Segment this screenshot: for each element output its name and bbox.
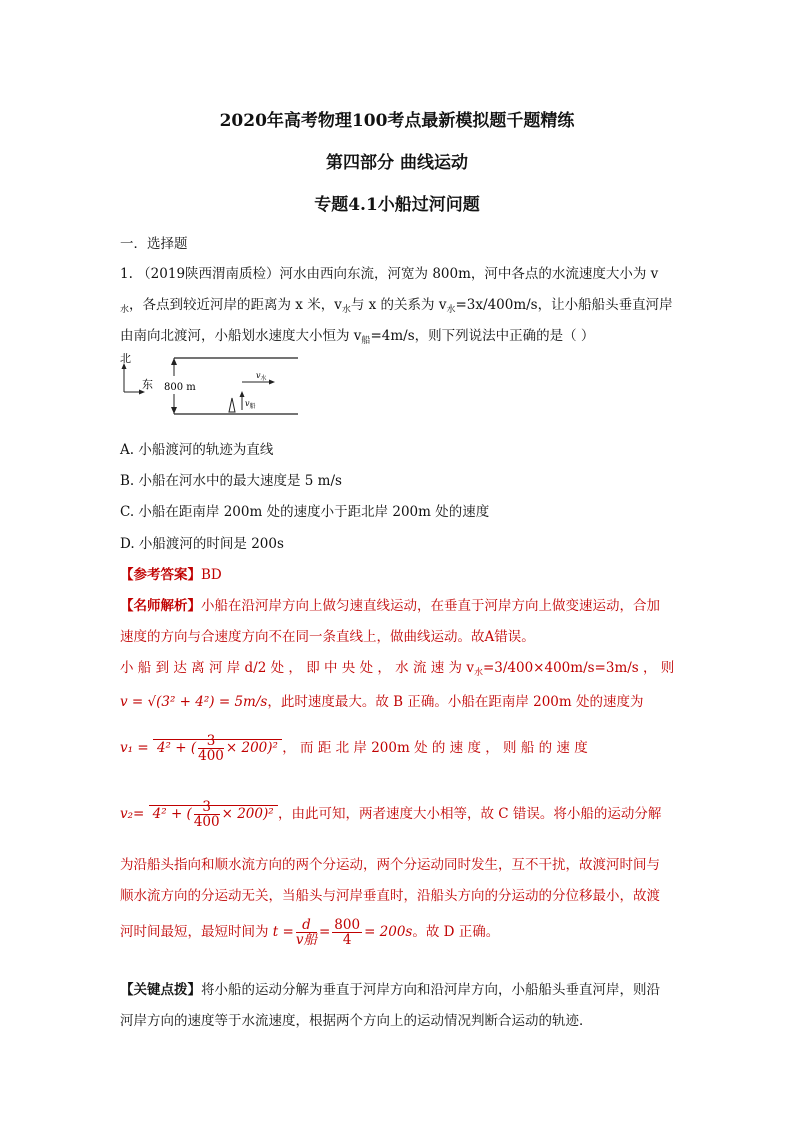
analysis-line-6: v₂= 4² + ( $\frac{3}{400}$ × 200)² ，由此可知，两者速度大小相等，故 C 错误。将小船的运动分解 xyxy=(120,799,662,831)
analysis-line-9: 河时间最短，最短时间为 t = $\frac{d}{\text{v船}}$ = $\frac{800}{4}$ = 200s。故 D 正确。 xyxy=(120,917,500,949)
keypoint-line-1: 【关键点拨】将小船的运动分解为垂直于河岸方向和沿河岸方向，小船船头垂直河岸，则沿 xyxy=(120,982,660,998)
analysis-line-8: 顺水流方向的分运动无关，当船头与河岸垂直时，沿船头方向的分运动的分位移最小，故渡 xyxy=(120,888,660,904)
option-a: A. 小船渡河的轨迹为直线 xyxy=(120,442,274,458)
analysis-line-2: 速度的方向与合速度方向不在同一条直线上，做曲线运动。故A错误。 xyxy=(120,629,535,645)
analysis-line-1: 【名师解析】小船在沿河岸方向上做匀速直线运动，在垂直于河岸方向上做变速运动，合加 xyxy=(120,598,660,614)
analysis-line-3: 小 船 到 达 离 河 岸 d/2 处 ， 即 中 央 处 ， 水 流 速 为 $v_水=3/400\times 400m/s=3m/s$ ， 则 xyxy=(120,660,675,678)
document-title: 2020年高考物理100考点最新模拟题千题精练 xyxy=(219,111,575,131)
section-heading: 一．选择题 xyxy=(120,236,188,252)
keypoint-line-2: 河岸方向的速度等于水流速度，根据两个方向上的运动情况判断合运动的轨迹． xyxy=(120,1013,593,1029)
v-water-label: $v_水$ xyxy=(256,371,267,382)
v-boat-label: $v_船$ xyxy=(245,399,256,410)
north-label: 北 xyxy=(120,352,131,365)
question-line-2: $_水$，各点到较近河岸的距离为 x 米，$v_水$与 x 的关系为 $v_水=3x/400m/s$，让小船船头垂直河岸 xyxy=(120,297,673,315)
river-diagram xyxy=(116,352,304,418)
answer-line: 【参考答案】BD xyxy=(120,567,222,583)
question-line-3: 由南向北渡河，小船划水速度大小恒为 $v_船=4m/s$，则下列说法中正确的是（ ） xyxy=(120,328,595,346)
east-label: 东 xyxy=(142,378,153,391)
part-title: 第四部分 曲线运动 xyxy=(326,153,468,173)
width-label: 800 m xyxy=(164,382,196,393)
topic-title: 专题4.1小船过河问题 xyxy=(314,195,480,215)
analysis-line-7: 为沿船头指向和顺水流方向的两个分运动，两个分运动同时发生，互不干扰，故渡河时间与 xyxy=(120,857,660,873)
question-line-1: 1. （2019陕西渭南质检）河水由西向东流，河宽为 800m，河中各点的水流速度大小为 v xyxy=(120,266,659,282)
analysis-line-4: v = √(3² + 4²) = 5m/s，此时速度最大。故 B 正确。小船在距南岸 200m 处的速度为 xyxy=(120,694,644,710)
analysis-line-5: v₁ = 4² + ( $\frac{3}{400}$ × 200)² ， 而 距 北 岸 200m 处 的 速 度 ， 则 船 的 速 度 xyxy=(120,733,588,765)
option-d: D. 小船渡河的时间是 200s xyxy=(120,536,284,552)
option-c: C. 小船在距南岸 200m 处的速度小于距北岸 200m 处的速度 xyxy=(120,504,490,520)
option-b: B. 小船在河水中的最大速度是 5 m/s xyxy=(120,473,342,489)
